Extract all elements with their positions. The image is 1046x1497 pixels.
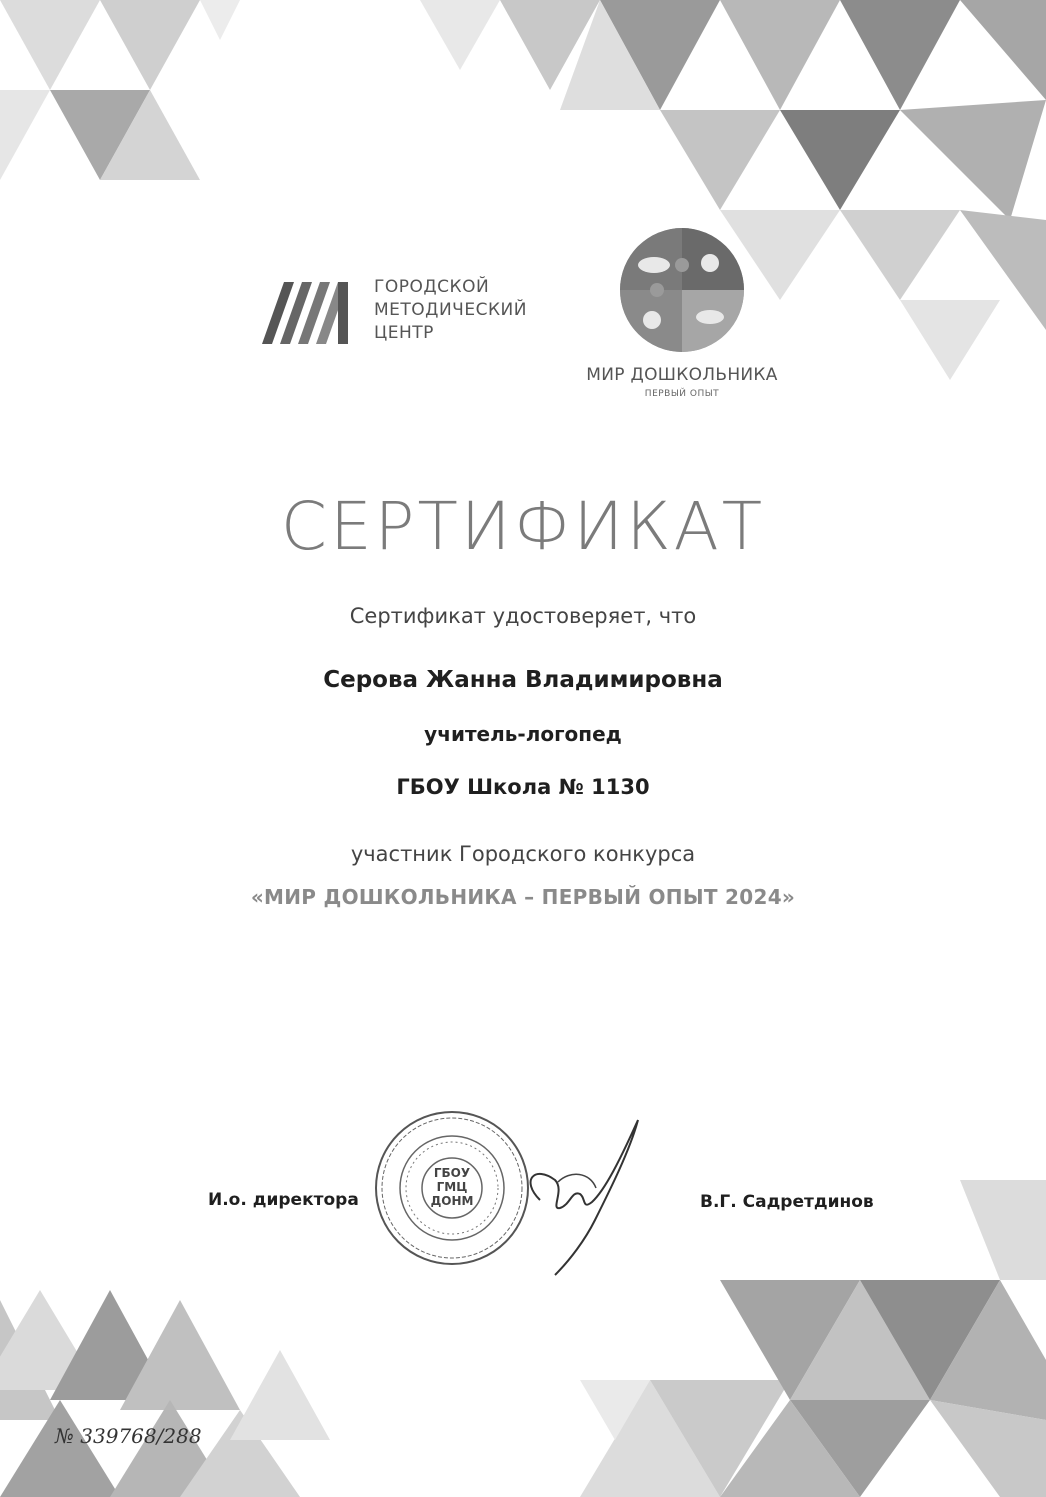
stamp-text	[427, 1166, 477, 1208]
stamp-line-3: ДОНМ	[430, 1194, 474, 1208]
handwritten-signature	[500, 1110, 660, 1280]
signer-role: И.о. директора	[208, 1190, 359, 1210]
gmc-line-1: ГОРОДСКОЙ	[374, 277, 490, 297]
recipient-name: Серова Жанна Владимировна	[323, 667, 723, 693]
recipient-position: учитель-логопед	[424, 722, 622, 746]
gmc-line-3: ЦЕНТР	[374, 323, 434, 343]
mir-logo-title: МИР ДОШКОЛЬНИКА	[586, 365, 778, 385]
bottom-left-triangles	[0, 1290, 330, 1497]
recipient-school: ГБОУ Школа № 1130	[396, 775, 650, 799]
top-left-triangles	[0, 0, 240, 180]
gmc-logo-text	[374, 276, 527, 345]
gmc-line-2: МЕТОДИЧЕСКИЙ	[374, 300, 527, 320]
puzzle-circle-icon	[612, 225, 752, 355]
certifies-text: Сертификат удостоверяет, что	[349, 604, 697, 628]
mir-doshkolnika-logo	[582, 225, 782, 405]
stamp-line-1: ГБОУ	[433, 1166, 471, 1180]
gmc-logo	[262, 272, 552, 352]
gmc-logo-mark	[262, 272, 362, 352]
stamp-line-2: ГМЦ	[436, 1180, 468, 1194]
director-name: В.Г. Садретдинов	[700, 1192, 874, 1212]
certificate-heading: СЕРТИФИКАТ	[280, 488, 766, 565]
certificate-number: № 339768/288	[55, 1424, 202, 1448]
participant-text: участник Городского конкурса	[350, 842, 696, 866]
contest-name: «МИР ДОШКОЛЬНИКА – ПЕРВЫЙ ОПЫТ 2024»	[250, 885, 796, 909]
mir-logo-subtitle: ПЕРВЫЙ ОПЫТ	[644, 389, 720, 399]
